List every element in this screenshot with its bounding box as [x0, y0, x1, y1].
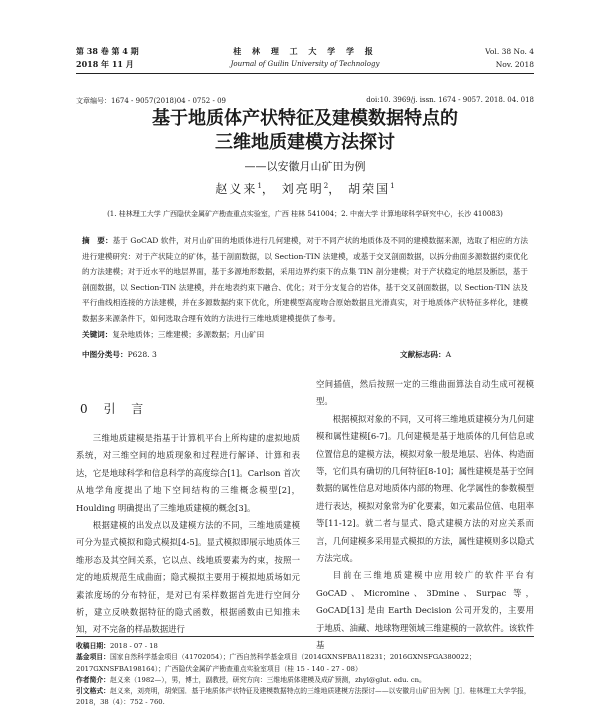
author-separator: ， [261, 182, 276, 196]
doc-code-label: 文献标志码： [400, 350, 446, 359]
footnotes [76, 636, 534, 709]
paragraph: 根据建模的出发点以及建模方法的不同，三维地质建模可分为显式模拟和隐式模拟[4-5]。显式模拟即展示地质体三维形态及其空间关系，它以点、线地质要素为约束，按照一定的地质规范生成曲面；隐式模拟主要用于模拟地质场如元素浓度场的分布特征，是对已有采样数据首先进行空间分析，建立反映数据特征的隐式函数，根据函数由已知推未知，对不完备的样品数据进行 [76, 520, 300, 635]
paragraph: 目前在三维地质建模中应用较广的软件平台有 GoCAD、Micromine、3Dmine、Surpac 等，GoCAD[13] 是由 Earth Decision 公司开发的，主要用于地质、油藏、地球物理领域三维建模的一款软件。该软件基 [316, 570, 534, 651]
abstract-text: 基于 GoCAD 软件，对月山矿田的地质体进行几何建模，对于不同产状的地质体及不同的建模数据来源，选取了相应的方法进行建模研究：对于产状陡立的矿体，基于剖面数据，以 Section-TIN 法建模，或基于交叉剖面数据，以拆分曲面多源数据约束优化的方法建模；对于近水平的地层界面，基于多源地形数据，采用边界约束下的点集 TIN 剖分建模；对于产状稳定的地层及断层，基于剖面数据，以 Section-TIN 法建模，并在地表约束下融合、优化；对于分支复合的岩体，基于交叉剖面数据，以 Section-TIN 法及平行曲线相连接的方法建模，并在多源数据约束下优化，所建模型高度吻合原始数据且光滑真实，对于地质体产状特征多样化，建模数据多来源条件下，如何选取合理有效的方法进行三维地质建模提供了参考。 [82, 236, 529, 323]
doc-code-value: A [445, 350, 452, 359]
citation-value: 赵义来，刘亮明，胡荣国．基于地质体产状特征及建模数据特点的三维地质建模方法探讨——以安徽月山矿田为例［J］．桂林理工大学学报，2018，38（4）：752 - 760. [76, 687, 531, 707]
author-1: 赵义来 [215, 182, 258, 196]
title-line-2: 三维地质建模方法探讨 [215, 132, 395, 153]
journal-name-cn: 桂 林 理 工 大 学 学 报 [233, 46, 377, 56]
clc-label: 中图分类号： [82, 350, 128, 359]
date-en: Nov. 2018 [495, 60, 534, 69]
running-header [76, 45, 534, 74]
citation-label: 引文格式： [76, 687, 110, 696]
abstract-block [82, 233, 528, 342]
received-value: 2018 - 07 - 18 [109, 642, 158, 650]
author-2: 刘亮明 [281, 182, 324, 196]
author-3-sup: 1 [390, 182, 395, 190]
header-right [485, 45, 534, 71]
header-center [76, 45, 534, 71]
abstract [82, 233, 528, 327]
article-meta [76, 96, 534, 106]
received-label: 收稿日期： [76, 642, 110, 650]
paragraph: 根据模拟对象的不同，又可将三维地质建模分为几何建模和属性建模[6-7]。几何建模是基于地质体的几何信息或位置信息的建模方法，模拟对象一般是地层、岩体、构造面等，它们具有确切的几何特征[8-10]；属性建模是基于空间数据的属性信息对地质体内部的物理、化学属性的参数模型进行表达，模拟对象常为矿化要素，如元素品位值、电阻率等[11-12]。就二者与显式、隐式建模方法的对应关系而言，几何建模多采用显式模拟的方法，属性建模则多以隐式方法完成。 [316, 413, 534, 564]
paragraph: 三维地质建模是指基于计算机平台上所构建的虚拟地质系统，对三维空间的地质现象和过程进行解译、计算和表达，它是地球科学和信息科学的高度综合[1]。Carlson 首次从地学角度提出了地下空间结构的三维概念模型[2]，Houlding 明确提出了三维地质建模的概念[3]。 [76, 433, 300, 513]
clc-number: P628. 3 [127, 350, 157, 359]
volume-en: Vol. 38 No. 4 [485, 47, 534, 56]
author-bio [76, 675, 534, 686]
classification [82, 349, 528, 360]
keywords-label: 关键词： [82, 329, 113, 339]
volume-cn: 第 38 卷 第 4 期 [76, 46, 139, 56]
doi: doi:10. 3969/j. issn. 1674 - 9057. 2018. 04. 018 [366, 96, 534, 104]
author-bio-label: 作者简介： [76, 675, 110, 684]
article-number: 文章编号：1674 - 9057(2018)04 - 0752 - 09 [76, 97, 226, 105]
author-list [76, 180, 534, 197]
doc-code [400, 349, 451, 360]
keywords-text: 复杂地质体；三维建模；多源数据；月山矿田 [112, 329, 265, 339]
fund-value: 国家自然科学基金项目（41702054）；广西自然科学基金项目（2014GXNSFBA118231；2016GXNSFGA380022；2017GXNSFBA198164）；广西隐伏金属矿产勘查重点实验室项目（桂 15 - 140 - 27 - 08） [76, 653, 476, 673]
received-date [76, 641, 534, 652]
fund-label: 基金项目： [76, 653, 110, 662]
subtitle: ——以安徽月山矿田为例 [244, 160, 366, 173]
author-1-sup: 1 [257, 182, 262, 190]
abstract-label: 摘 要： [82, 236, 113, 245]
author-3: 胡荣国 [348, 182, 391, 196]
right-column [316, 376, 534, 655]
affiliation: (1. 桂林理工大学 广西隐伏金属矿产勘查重点实验室，广西 桂林 541004；2. 中南大学 计算地球科学研究中心，长沙 410083) [107, 210, 503, 218]
keywords [82, 327, 528, 343]
citation [76, 686, 534, 709]
title-line-1: 基于地质体产状特征及建模数据特点的 [152, 108, 458, 129]
fund-info [76, 652, 534, 675]
journal-name-en: Journal of Guilin University of Technology [230, 60, 380, 68]
paragraph: 空间插值，然后按照一定的三维曲面算法自动生成可视模型。 [316, 379, 534, 407]
author-separator: ， [328, 182, 343, 196]
date-cn: 2018 年 11 月 [76, 59, 134, 69]
author-2-sup: 2 [323, 182, 329, 190]
author-bio-value: 赵义来（1982—），男，博士，副教授，研究方向：三维地质体建模及成矿预测，zhyl@glut. edu. cn。 [109, 675, 426, 684]
left-column [76, 430, 300, 639]
section-heading-intro: 0 引 言 [80, 402, 150, 416]
